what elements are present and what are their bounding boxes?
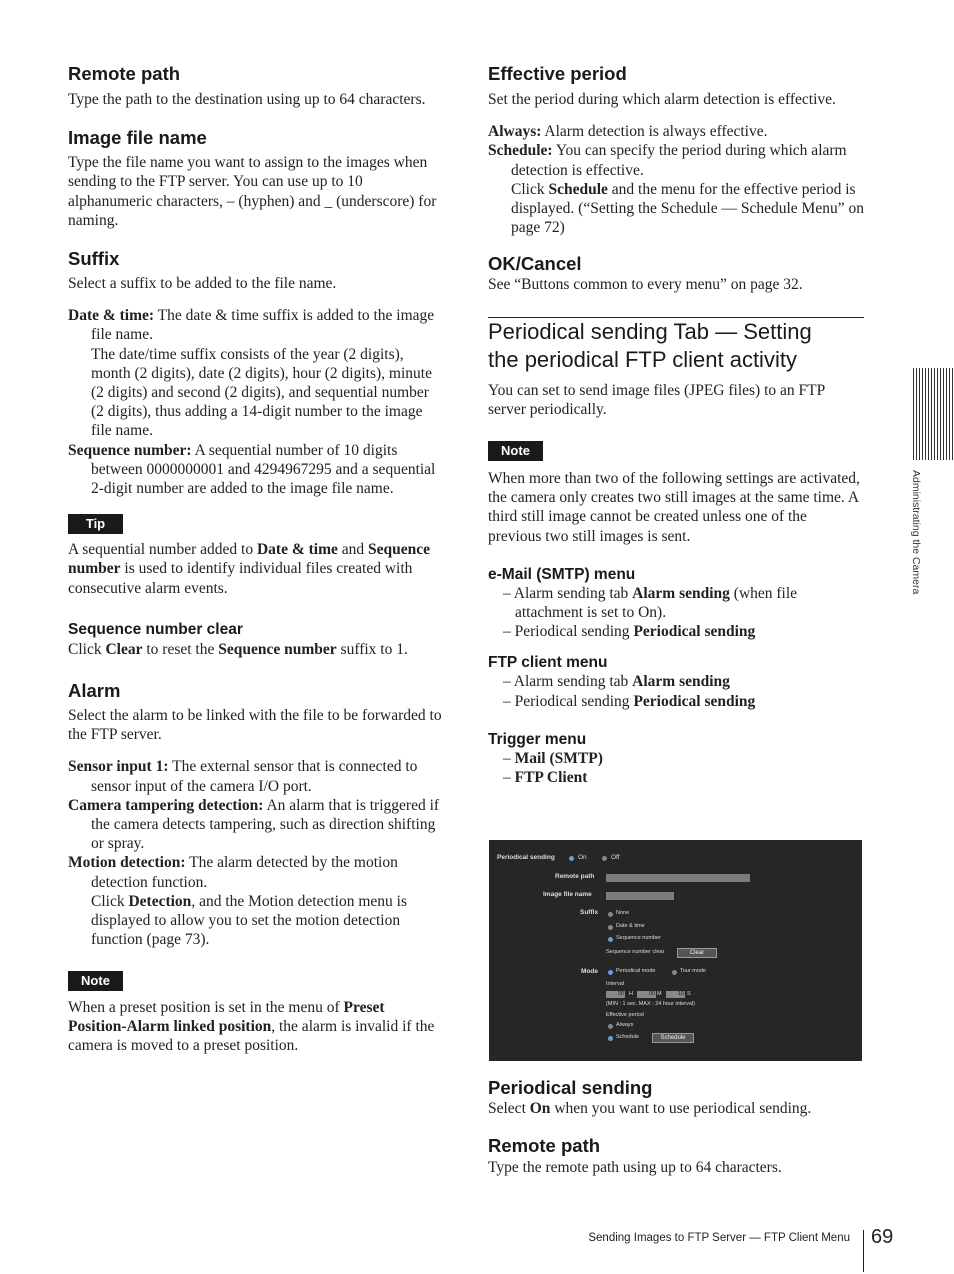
shot-on-label: On: [578, 854, 587, 861]
trigger-menu-item-1: – Mail (SMTP): [503, 749, 603, 767]
shot-date-time-radio[interactable]: [608, 925, 613, 930]
ok-cancel-heading: OK/Cancel: [488, 253, 582, 275]
suffix-text: Select a suffix to be added to the file name.: [68, 275, 337, 293]
shot-hour-input[interactable]: 00: [606, 991, 625, 998]
alarm-motion-detection-detail: Click Detection, and the Motion detection menu is displayed to allow you to set the motion detection function (page 73).: [91, 892, 407, 949]
shot-remote-path-label: Remote path: [555, 873, 595, 880]
suffix-date-time-detail: The date/time suffix consists of the year (2 digits), month (2 digits), date (2 digits), hour (2 digits), minute (2 digits) and second (2 digits), and sequential number (2 digits), thus adding a 14-digit number to the image file name.: [91, 345, 432, 440]
effective-period-schedule: Schedule: You can specify the period during which alarm detection is effective.: [488, 142, 847, 179]
shot-image-file-name-label: Image file name: [543, 891, 592, 898]
ftp-menu-heading: FTP client menu: [488, 654, 608, 672]
ok-cancel-text: See “Buttons common to every menu” on page 32.: [488, 276, 803, 294]
effective-period-always: Always: Alarm detection is always effective.: [488, 123, 768, 141]
shot-effective-period-label: Effective period: [606, 1012, 644, 1018]
effective-period-schedule-detail: Click Schedule and the menu for the effective period is displayed. (“Setting the Schedule — Schedule Menu” on page 72): [511, 180, 864, 237]
shot-always-label: Always: [616, 1022, 634, 1028]
suffix-sequence-number: Sequence number: A sequential number of 10 digits between 0000000001 and 4294967295 and a sequential 2-digit number are added to the image file name.: [68, 441, 436, 498]
side-tab: [907, 470, 927, 620]
email-menu-item-1: – Alarm sending tab Alarm sending (when file attachment is set to On).: [503, 584, 798, 622]
tip-badge: Tip: [68, 514, 123, 534]
side-tab-label: Administrating the Camera: [910, 470, 922, 595]
shot-second-unit: S: [687, 991, 691, 997]
shot-hour-unit: H: [629, 991, 633, 997]
note-text: When a preset position is set in the menu of Preset Position-Alarm linked position, the alarm is invalid if the camera is moved to a preset position.: [68, 998, 435, 1054]
page-number: 69: [871, 1226, 894, 1248]
shot-clear-button[interactable]: Clear: [677, 948, 717, 958]
shot-interval-label: Interval: [606, 981, 625, 987]
alarm-camera-tampering: Camera tampering detection: An alarm that is triggered if the camera detects tampering, such as direction shifting or spray.: [68, 796, 440, 853]
shot-date-time-label: Date & time: [616, 923, 645, 929]
shot-sequence-number-radio[interactable]: [608, 937, 613, 942]
alarm-motion-detection: Motion detection: The alarm detected by the motion detection function.: [68, 854, 398, 891]
chapter-thumb-tab: [913, 368, 954, 460]
periodical-sending-heading: Periodical sending: [488, 1077, 653, 1098]
shot-suffix-label: Suffix: [580, 909, 599, 916]
effective-period-text: Set the period during which alarm detection is effective.: [488, 91, 836, 108]
shot-always-radio[interactable]: [608, 1024, 613, 1029]
shot-off-radio[interactable]: [602, 856, 607, 861]
shot-none-label: None: [616, 910, 630, 916]
note-text-right: When more than two of the following settings are activated, the camera only creates two still images at the same time. A third still image cannot be created unless one of the previous two still images is sent.: [488, 470, 860, 545]
periodical-sending-screenshot: [489, 840, 862, 1061]
image-file-name-text: Type the file name you want to assign to the images when sending to the FTP server. You can use up to 10 alphanumeric characters, – (hyphen) and _ (underscore) for naming.: [68, 154, 437, 229]
shot-minute-unit: M: [657, 991, 662, 997]
email-menu-item-2: – Periodical sending Periodical sending: [503, 623, 756, 641]
shot-schedule-button[interactable]: Schedule: [652, 1033, 694, 1043]
remote-path-text: Type the path to the destination using up to 64 characters.: [68, 91, 426, 108]
shot-seq-clear-label: Sequence number clear: [606, 949, 665, 955]
left-column: [68, 62, 444, 1055]
trigger-menu-item-2: – FTP Client: [503, 769, 588, 787]
section-intro: You can set to send image files (JPEG files) to an FTP server periodically.: [488, 381, 825, 418]
shot-image-file-name-input[interactable]: [606, 892, 674, 900]
trigger-menu-heading: Trigger menu: [488, 730, 587, 748]
footer-title: Sending Images to FTP Server — FTP Client Menu: [588, 1232, 850, 1244]
section-title: Periodical sending Tab — Setting the periodical FTP client activity: [488, 318, 812, 372]
ftp-menu-item-2: – Periodical sending Periodical sending: [503, 692, 756, 710]
suffix-heading: Suffix: [68, 248, 120, 270]
shot-schedule-radio[interactable]: [608, 1036, 613, 1041]
below-screenshot: [488, 1076, 864, 1177]
remote-path-heading-right: Remote path: [488, 1135, 601, 1157]
right-column: [488, 62, 864, 787]
shot-periodical-mode-label: Periodical mode: [616, 968, 656, 974]
image-file-name-heading: Image file name: [68, 127, 207, 149]
alarm-heading: Alarm: [68, 680, 121, 702]
sequence-number-clear-heading: Sequence number clear: [68, 620, 243, 638]
shot-periodical-mode-radio[interactable]: [608, 970, 613, 975]
shot-tour-mode-radio[interactable]: [672, 970, 677, 975]
shot-on-radio[interactable]: [569, 856, 574, 861]
shot-remote-path-input[interactable]: [606, 874, 750, 882]
sequence-number-clear-text: Click Clear to reset the Sequence number suffix to 1.: [68, 640, 408, 658]
shot-off-label: Off: [611, 854, 620, 861]
note-badge-right: Note: [488, 441, 543, 461]
ftp-menu-item-1: – Alarm sending tab Alarm sending: [503, 673, 730, 691]
periodical-sending-text: Select On when you want to use periodical sending.: [488, 1100, 812, 1117]
note-badge: Note: [68, 971, 123, 991]
tip-text: A sequential number added to Date & time and Sequence number is used to identify individual files created with consecutive alarm events.: [68, 541, 431, 597]
remote-path-text-right: Type the remote path using up to 64 characters.: [488, 1159, 782, 1177]
effective-period-heading: Effective period: [488, 63, 627, 84]
shot-schedule-label: Schedule: [616, 1034, 639, 1040]
email-menu-heading: e-Mail (SMTP) menu: [488, 565, 636, 583]
shot-sequence-number-label: Sequence number: [616, 935, 661, 941]
alarm-text: Select the alarm to be linked with the file to be forwarded to the FTP server.: [68, 707, 442, 744]
shot-interval-hint: (MIN : 1 sec. MAX : 24 hour interval): [606, 1001, 695, 1007]
remote-path-heading: Remote path: [68, 63, 181, 84]
shot-mode-label: Mode: [581, 968, 598, 975]
shot-minute-input[interactable]: 00: [637, 991, 656, 998]
shot-none-radio[interactable]: [608, 912, 613, 917]
shot-tour-mode-label: Tour mode: [680, 968, 706, 974]
shot-periodical-sending-label: Periodical sending: [497, 854, 555, 861]
shot-second-input[interactable]: 10: [666, 991, 685, 998]
footer-divider: [863, 1230, 864, 1272]
alarm-sensor-input: Sensor input 1: The external sensor that is connected to sensor input of the camera I/O port.: [68, 758, 418, 795]
suffix-date-time: Date & time: The date & time suffix is added to the image file name.: [68, 307, 435, 344]
